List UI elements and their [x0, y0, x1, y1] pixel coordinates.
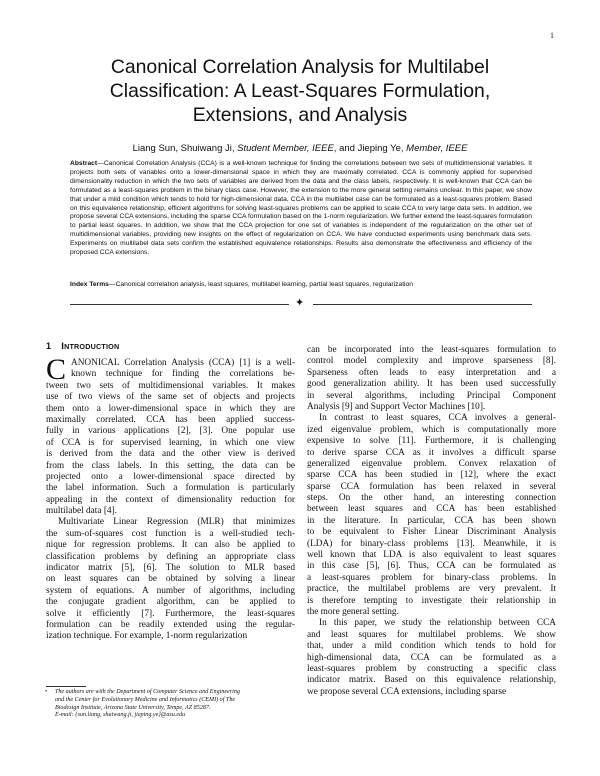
footnote-line: The authors are with the Department of Computer Science and Engineering [55, 689, 240, 695]
body-text-line: in the literature. In particular, CCA has been shown [307, 515, 556, 526]
body-text-line: sparse CCA formulation has been relaxed in several [307, 481, 556, 492]
body-text-line: them onto a lower-dimensional space in which they are [46, 403, 295, 414]
body-text-line: sparse CCA has been studied in [12], where the exact [307, 470, 556, 481]
body-text-line: nique for regression problems. It can also be applied to [46, 540, 295, 551]
body-text-line: between least squares and CCA has been established [307, 504, 556, 515]
section-divider [70, 296, 532, 309]
abstract-label: Abstract [70, 160, 98, 167]
body-text-line: generalized eigenvalue problem. Convex relaxation of [307, 458, 556, 469]
body-text-line: indicator matrix. Based on this equivalence relationship, [307, 675, 556, 686]
body-text-line: In contrast to least squares, CCA involves a general- [319, 413, 556, 424]
section-title-initial: I [61, 341, 65, 352]
body-text-line: high-dimensional data, CCA can be formulated as a [307, 652, 556, 663]
body-text-line: the sum-of-squares cost function is a well-studied tech- [46, 528, 295, 539]
body-text-line: projected onto a lower-dimensional space directed by [46, 471, 295, 482]
section-title-rest: NTRODUCTION [64, 342, 120, 351]
body-text-line: to derive sparse CCA as it involves a difficult sparse [307, 447, 556, 458]
index-terms [70, 281, 532, 290]
title-line: Extensions, and Analysis [192, 104, 408, 126]
body-text-line: Multivariate Linear Regression (MLR) that minimizes [58, 517, 295, 528]
body-text-line: fully in various applications [2], [3]. One popular use [46, 426, 295, 437]
body-text-line: on least squares can be obtained by solving a linear [46, 574, 295, 585]
body-text-line: a least-squares problem for binary-class problems. In [307, 572, 556, 583]
divider-line [70, 304, 289, 305]
body-text-line: the conjugate gradient algorithm, can be applied to [46, 597, 295, 608]
body-text-line: we propose several CCA extensions, including sparse [307, 686, 507, 697]
footnote-rule [46, 686, 86, 687]
body-text-line: solve it efficiently [7]. Furthermore, the least-squares [46, 608, 295, 619]
footnote-line: Biodesign Institute, Arizona State University, Tempe, AZ 85287. [55, 704, 211, 711]
author-membership: Member, IEEE [406, 143, 468, 154]
footnote-bullet: • [45, 689, 48, 695]
body-text-line: tween two sets of multidimensional variables. It makes [46, 380, 295, 391]
body-text-line: in several algorithms, including Principal Component [307, 390, 556, 401]
body-text-line: expensive to solve [11]. Furthermore, it is challenging [307, 436, 556, 447]
body-text-line: of CCA is for supervised learning, in which one view [46, 437, 295, 448]
body-text-line: in this case [5], [6]. Thus, CCA can be formulated as [307, 561, 556, 572]
index-terms-label: Index Terms [70, 281, 109, 288]
body-text-line: (LDA) for binary-class problems [13]. Meanwhile, it is [307, 538, 556, 549]
body-text-line: appealing in the context of dimensionality reduction for [46, 494, 295, 505]
body-text-line: ization technique. For example, 1-norm regularization [46, 631, 248, 642]
author-names: Liang Sun, Shuiwang Ji, [132, 143, 238, 154]
index-terms-text: —Canonical correlation analysis, least squares, multilabel learning, partial least squares, regularization [108, 281, 413, 288]
author-list [40, 143, 560, 154]
body-text-line: ANONICAL Correlation Analysis (CCA) [1] is a well- [71, 358, 295, 368]
page-number: 1 [550, 31, 554, 40]
body-text-line: well known that LDA is also equivalent to least squares [307, 550, 556, 561]
author-membership: Student Member, IEEE [237, 143, 334, 154]
body-text-line: ized eigenvalue problem, which is computationally more [307, 424, 556, 435]
drop-cap: C [46, 353, 67, 386]
section-number: 1 [46, 341, 52, 351]
body-text-line: known technique for finding the correlations be- [71, 369, 295, 380]
body-text-line: that, under a mild condition which tends to hold for [307, 641, 556, 652]
body-text-line: good generalization ability. It has been used successfully [307, 379, 556, 390]
body-text-line: use of two views of the same set of objects and projects [46, 392, 295, 403]
author-names: , and Jieping Ye, [333, 143, 407, 154]
divider-line [313, 304, 532, 305]
body-text-line: In this paper, we study the relationship between CCA [319, 618, 556, 629]
body-text-line: practice, the multilabel problems are very prevalent. It [307, 584, 556, 595]
divider-diamond-icon: ✦ [295, 296, 305, 309]
title-line: Canonical Correlation Analysis for Multilabel [110, 56, 490, 78]
body-text-line: steps. On the other hand, an interesting connection [307, 493, 556, 504]
paper-title [40, 55, 560, 127]
left-column [46, 353, 295, 643]
body-text-line: maximally correlated. CCA has been applied success- [46, 414, 295, 425]
body-text-line: is derived from the data and the other view is derived [46, 449, 295, 460]
body-text-line: the label information. Such a formulation is particularly [46, 483, 295, 494]
abstract [70, 160, 532, 258]
body-text-line: least-squares problem by constructing a specific class [307, 663, 556, 674]
body-text-line: control model complexity and improve sparseness [8]. [307, 356, 556, 367]
body-text-line: is therefore tempting to investigate their relationship in [307, 595, 556, 606]
body-text-line: system of equations. A number of algorithms, including [46, 585, 295, 596]
section-heading [46, 341, 119, 352]
footnote-line: and the Center for Evolutionary Medicine and Informatics (CEMI) of The [55, 696, 236, 703]
body-text-line: Sparseness often leads to easy interpretation and a [307, 367, 556, 378]
body-text-line: multilabel data [4]. [46, 506, 117, 517]
body-text-line: to be equivalent to Fisher Linear Discriminant Analysis [307, 527, 556, 538]
body-text-line: formulation can be readily extended using the regular- [46, 619, 295, 630]
title-line: Classification: A Least-Squares Formulation, [109, 80, 491, 102]
body-text-line: Analysis [9] and Support Vector Machines [10]. [307, 401, 486, 412]
body-text-line: can be incorporated into the least-squares formulation to [307, 345, 556, 355]
right-column [307, 345, 556, 698]
body-text-line: and least squares for multilabel problems. We show [307, 629, 556, 640]
footnote [46, 689, 296, 720]
body-text-line: the more general setting. [307, 606, 399, 617]
footnote-line: E-mail: {sun.liang, shuiwang.ji, jieping.ye}@asu.edu [55, 712, 186, 719]
body-text-line: from the class labels. In this setting, the data can be [46, 460, 295, 471]
body-text-line: indicator matrix [5], [6]. The solution to MLR based [46, 563, 295, 574]
body-text-line: classification problems by defining an appropriate class [46, 551, 295, 562]
abstract-text: —Canonical Correlation Analysis (CCA) is a well-known technique for finding the correlations between two sets of multidimensional variables. It projects both sets of variables onto a lower-dimensional space in which they are maximally correlated. CCA is commonly applied for supervised dimensionality reduction in which the two sets of variables are derived from the data and the class labels, respectively. It is well-known that CCA can be formulated as a least-squares problem in the binary class case. However, the extension to the more general setting remains unclear. In this paper, we show that under a mild condition which tends to hold for high-dimensional data, CCA in the multilabel case can be formulated as a least-squares problem. Based on this equivalence relationship, efficient algorithms for solving least-squares problems can be applied to scale CCA to very large data sets. In addition, we propose several CCA extensions, including the sparse CCA formulation based on the 1-norm regularization. We further extend the least-squares formulation to partial least squares. In addition, we show that the CCA projection for one set of variables is independent of the regularization on the other set of multidimensional variables, providing new insights on the effect of regularization on CCA. We have conducted experiments using benchmark data sets. Experiments on multilabel data sets confirm the established equivalence relationships. Results also demonstrate the effectiveness and efficiency of the proposed CCA extensions. [70, 160, 532, 257]
